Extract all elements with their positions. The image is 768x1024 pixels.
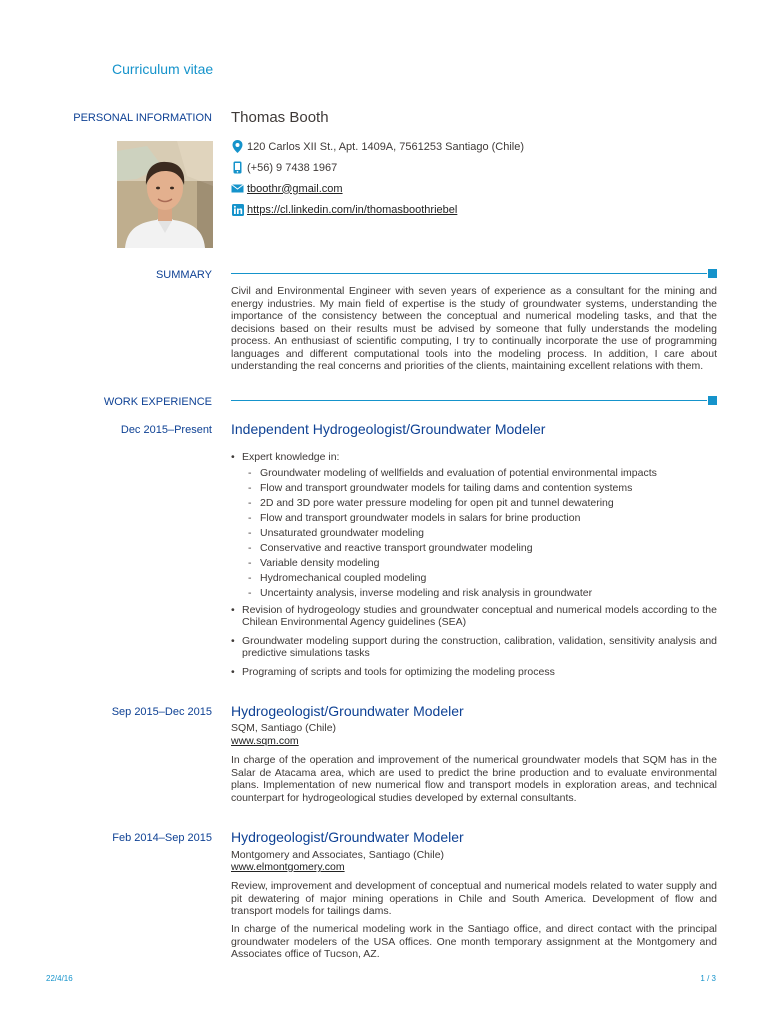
job-title: Hydrogeologist/Groundwater Modeler — [231, 829, 464, 845]
employer-website-link[interactable]: www.elmontgomery.com — [231, 861, 345, 873]
email-line — [231, 182, 343, 195]
sub-item: - Groundwater modeling of wellfields and evaluation of potential environmental impacts — [242, 466, 717, 481]
summary-divider — [231, 269, 717, 279]
summary-label: SUMMARY — [155, 269, 212, 281]
job-description: Review, improvement and development of conceptual and numerical models related to water supply and pit dewatering of major mining operations in Chile and South America. Development of flow and transport models for tailings dams. — [231, 880, 717, 917]
expertise-sublist — [242, 466, 717, 601]
envelope-icon — [231, 182, 244, 195]
personal-information-label: PERSONAL INFORMATION — [73, 112, 212, 124]
bullet-item — [231, 451, 717, 601]
job-dates: Sep 2015–Dec 2015 — [111, 706, 212, 718]
job-title: Independent Hydrogeologist/Groundwater Modeler — [231, 421, 546, 437]
bullet-item: • Revision of hydrogeology studies and groundwater conceptual and numerical models according to the Chilean Environmental Agency guidelines (SEA) — [231, 604, 717, 629]
job-dates: Feb 2014–Sep 2015 — [112, 832, 212, 844]
linkedin-link[interactable]: https://cl.linkedin.com/in/thomasboothriebel — [247, 203, 458, 216]
sub-item: - Hydromechanical coupled modeling — [242, 571, 717, 586]
linkedin-icon — [231, 203, 244, 216]
job-bullet-list — [231, 451, 717, 678]
employer: SQM, Santiago (Chile) — [231, 722, 337, 734]
location-pin-icon — [231, 140, 244, 153]
address-text: 120 Carlos XII St., Apt. 1409A, 7561253 Santiago (Chile) — [247, 140, 525, 153]
job-description: In charge of the numerical modeling work in the Santiago office, and direct contact with the principal groundwater modelers of the USA offices. One month temporary assignment at the Montgomery and Associates office of Tucson, AZ. — [231, 923, 717, 960]
document-title: Curriculum vitae — [112, 61, 214, 77]
bullet-item: • Programing of scripts and tools for optimizing the modeling process — [231, 666, 717, 679]
summary-text: Civil and Environmental Engineer with seven years of experience as a consultant for the mining and energy industries. My main field of expertise is the study of groundwater systems, understanding the importance of the consistency between the conceptual and numerical modeling tasks, and that the decisions based on their results must be advised by someone that fully understands the modeling process. An enthusiast of scientific computing, I try to continually incorporate the use of programming languages and different computational tools into the modeling process. In addition, I care about understanding the real concerns and priorities of the clients, maintaining excellent relations with them. — [231, 285, 717, 372]
phone-text: (+56) 9 7438 1967 — [247, 161, 338, 174]
sub-item: - Unsaturated groundwater modeling — [242, 526, 717, 541]
employer-website-link[interactable]: www.sqm.com — [231, 735, 299, 747]
sub-item: - Conservative and reactive transport groundwater modeling — [242, 541, 717, 556]
sub-item: - Variable density modeling — [242, 556, 717, 571]
page-number: 1 / 3 — [700, 974, 716, 983]
email-link[interactable]: tboothr@gmail.com — [247, 182, 343, 195]
linkedin-line — [231, 203, 457, 216]
phone-line — [231, 161, 337, 174]
person-name: Thomas Booth — [231, 109, 329, 126]
employer: Montgomery and Associates, Santiago (Chile) — [231, 849, 445, 861]
bullet-item: • Groundwater modeling support during the construction, calibration, validation, sensitivity analysis and predictive simulations tasks — [231, 635, 717, 660]
footer-date: 22/4/16 — [46, 974, 73, 983]
job-dates: Dec 2015–Present — [120, 424, 212, 436]
sub-item: - Uncertainty analysis, inverse modeling and risk analysis in groundwater — [242, 586, 717, 601]
job-description: In charge of the operation and improvement of the numerical groundwater models that SQM has in the Salar de Atacama area, which are used to predict the brine production and to evaluate environmental plans. Implementation of new numerical flow and transport models in exploration areas, and technical counterpart for hydrogeological studies developed by external consultants. — [231, 754, 717, 804]
address-line — [231, 140, 524, 153]
mobile-phone-icon — [231, 161, 244, 174]
sub-item: - Flow and transport groundwater models in salars for brine production — [242, 511, 717, 526]
job-title: Hydrogeologist/Groundwater Modeler — [231, 703, 464, 719]
work-experience-label: WORK EXPERIENCE — [103, 396, 212, 408]
sub-item: - Flow and transport groundwater models for tailing dams and contention systems — [242, 481, 717, 496]
bullet-text: Expert knowledge in: — [242, 451, 340, 463]
profile-photo — [117, 141, 213, 248]
sub-item: - 2D and 3D pore water pressure modeling for open pit and tunnel dewatering — [242, 496, 717, 511]
work-experience-divider — [231, 396, 717, 406]
